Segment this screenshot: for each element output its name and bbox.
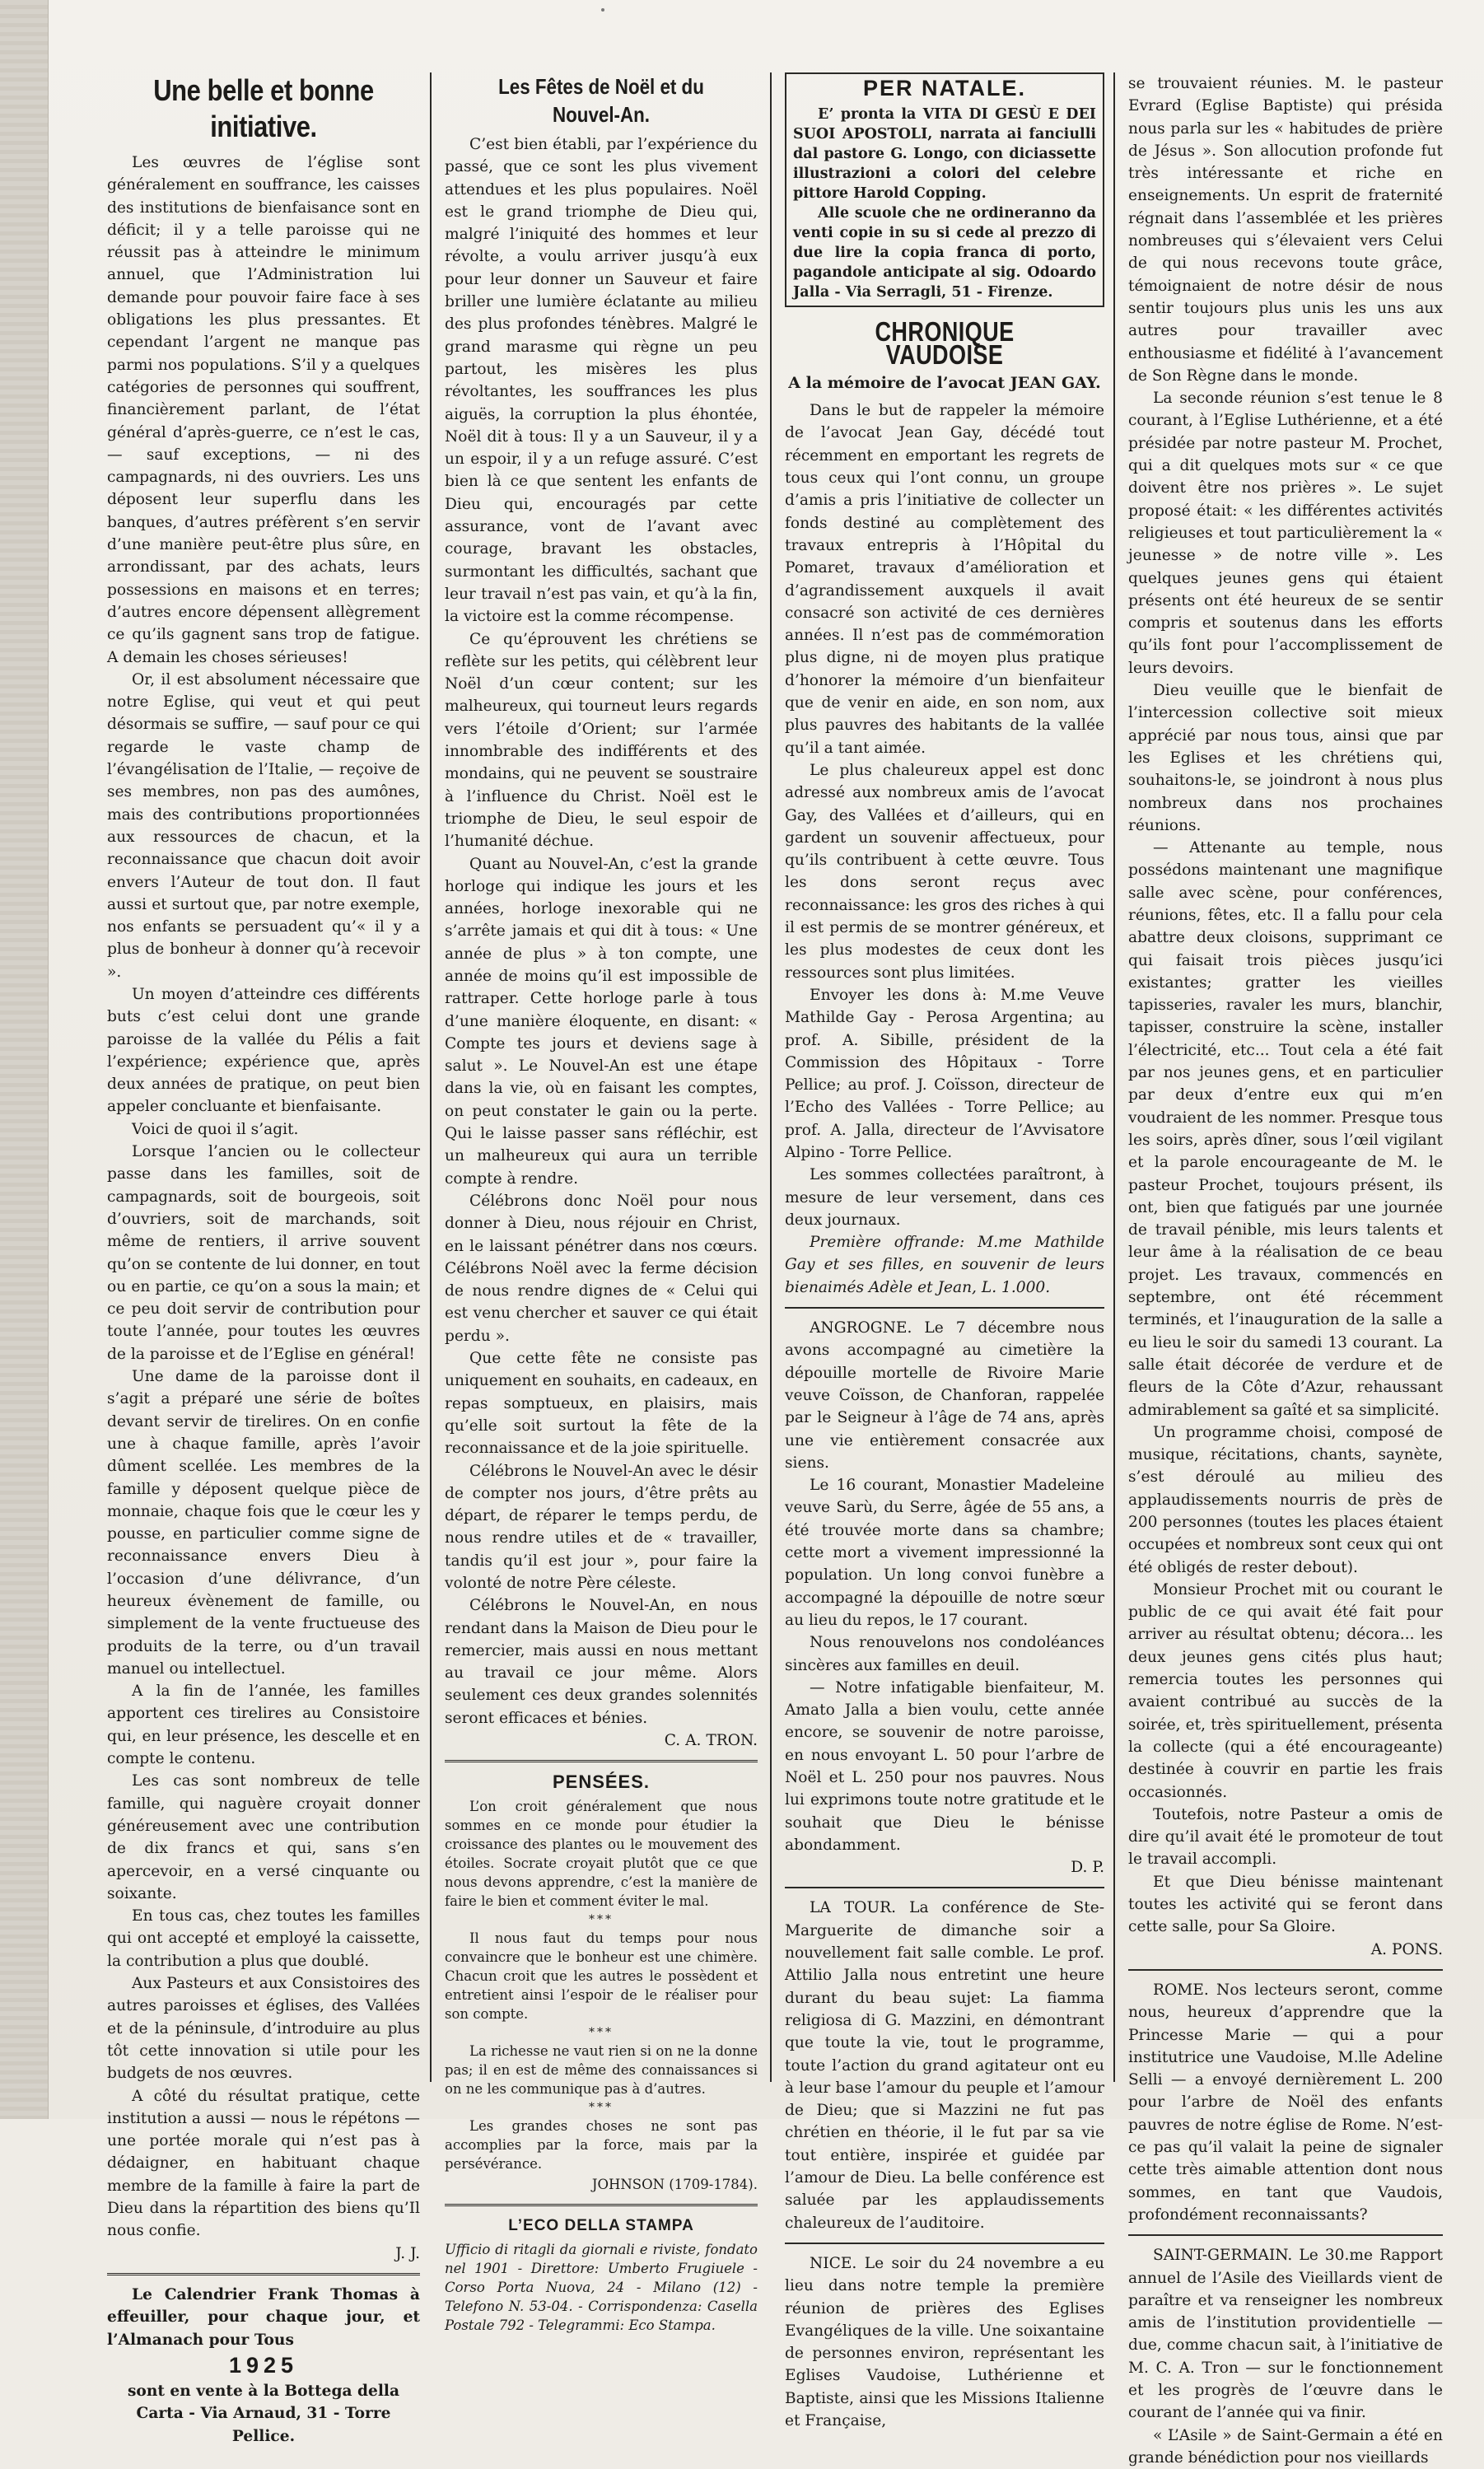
signature: J. J. — [395, 2244, 420, 2262]
column-4 — [1128, 72, 1443, 2467]
column-rule — [1113, 72, 1115, 2082]
advert-text: E’ pronta la VITA DI GESÙ E DEI SUOI APOSTOLI, narrata ai fanciulli dal pastore G. Longo, con diciassette illustrazioni a colori del celebre pittore Harold Copping. — [793, 106, 1096, 203]
divider — [785, 1307, 1104, 1309]
column-rule — [770, 72, 772, 2082]
section-title: CHRONIQUE VAUDOISE — [875, 316, 1015, 370]
column-1 — [107, 72, 420, 2445]
advert-text: sont en vente à la Bottega della Carta - Via Arnaud, 31 - Torre Pellice. — [127, 2383, 400, 2445]
divider — [1128, 2234, 1443, 2236]
divider — [785, 1887, 1104, 1888]
quote: L’on croit généralement que nous sommes en ce monde pour étudier la croissance des plantes ou le mouvement des étoiles. Socrate croyait plutôt que ce que nous devons apprendre, c’est la manière de faire le bien et comment éviter le mal. — [445, 1798, 758, 1909]
paragraph: C’est bien établi, par l’expérience du passé, que ce sont les plus vivement attendues et les plus populaires. Noël est le grand triomphe de Dieu qui, malgré l’iniquité des hommes et leur révolte, a voulu arriver jusqu’à eux pour leur donner un Sauveur et faire briller une lumière éclatante au milieu des plus profondes ténèbres. Malgré le grand marasme qui règne un peu partout, les misères les plus révoltantes, les souffrances les plus aiguës, la corruption la plus éhontée, Noël dit à tous: Il y a un Sauveur, il y a un espoir, il y a un refuge assuré. C’est bien là ce que sentent les enfants de Dieu qui, encouragés par cette assurance, vont de l’avant avec courage, bravant les obstacles, surmontant les difficultés, sachant que leur travail n’est pas vain, et qu’à la fin, la victoire est la comme récompense. — [445, 136, 758, 626]
page-binding-edge — [0, 0, 49, 2119]
column-rule — [430, 72, 432, 2082]
separator-stars: *** — [589, 2025, 614, 2039]
advert-year: 1925 — [228, 2352, 299, 2378]
paragraph: se trouvaient réunies. M. le pasteur Evrard (Eglise Baptiste) qui présida nous parla sur les « habitudes de prière de Jésus ». Son allocution profonde fut très intéressante et riche en enseignements. Un esprit de fraternité régnait dans l’assemblée et les prières nombreuses qui s’élevaient vers Celui de qui nous recevons toute grâce, témoignaient de notre désir de nous sentir toujours plus unis les uns aux autres pour travailler avec enthousiasme et fidélité à l’avancement de Son Règne dans le monde. — [1128, 75, 1443, 385]
paragraph: — Attenante au temple, nous possédons maintenant une magnifique salle avec scène, pour conférences, réunions, fêtes, etc. Il a fallu pour cela abattre deux cloisons, supprimant ce qui faisait trois pièces jusqu’ici existantes; gratter les vieilles tapisseries, ravaler les murs, blanchir, tapisser, construire la scène, installer l’électricité, etc... Tout cela a été fait par nos jeunes gens, et en particulier par deux d’entre eux qui m’en voudraient de les nommer. Presque tous les soirs, après dîner, sous l’œil vigilant et la parole encourageante de M. le pasteur Prochet, toujours présent, ils ont, bien que fatigués par une journée de travail pénible, mis leurs talents et leur âme à la réalisation de ce beau projet. Les travaux, commencés en septembre, ont été récemment terminés, et l’inauguration de la salle a eu lieu le soir du samedi 13 courant. La salle était décorée de verdure et de fleurs de la Côte d’Azur, rehaussant admirablement sa gaîté et sa simplicité. — [1128, 839, 1443, 1419]
paragraph: — Notre infatigable bienfaiteur, M. Amato Jalla a bien voulu, cette année encore, se souvenir de notre paroisse, en nous envoyant L. 50 pour l’arbre de Noël et L. 250 pour nos pauvres. Nous lui exprimons toute notre gratitude et le souhait que Dieu le bénisse abondamment. — [785, 1678, 1104, 1854]
signature: JOHNSON (1709-1784). — [591, 2176, 758, 2192]
column-2 — [445, 72, 758, 2334]
paragraph: Le 16 courant, Monastier Madeleine veuve Sarù, du Serre, âgée de 55 ans, a été trouvée morte dans sa chambre; cette mort a vivement impressionné la population. Un long convoi funèbre a accompagné la dépouille de notre sœur au lieu du repos, le 17 courant. — [785, 1477, 1104, 1629]
paragraph: ANGROGNE. Le 7 décembre nous avons accompagné au cimetière la dépouille mortelle de Rivoire Marie veuve Coïsson, de Chanforan, rappelée par le Seigneur à l’âge de 74 ans, après une vie entièrement consacrée aux siens. — [785, 1319, 1104, 1472]
paragraph: Un programme choisi, composé de musique, récitations, chants, saynète, s’est déroulé au milieu des applaudissements nourris de près de 200 personnes (toutes les places étaient occupées et nombreux sont ceux qui ont été obligés de rester debout). — [1128, 1423, 1443, 1576]
article-title: Une belle et bonne initiative. — [153, 73, 374, 143]
paragraph: Les cas sont nombreux de telle famille, qui naguère croyait donner généreusement avec une contribution de dix francs et qui, sans s’en apercevoir, en a versé cinquante ou soixante. — [107, 1772, 420, 1902]
quote: La richesse ne vaut rien si on ne la donne pas; il en est de même des connaissances si on ne les communique pas à d’autres. — [445, 2042, 758, 2097]
quote: Les grandes choses ne sont pas accomplies par la force, mais par la persévérance. — [445, 2117, 758, 2172]
advert-text: Alle scuole che ne ordineranno da venti copie in su si cede al prezzo di due lire la copia franca di porto, pagandole anticipate al sig. Odoardo Jalla - Via Serragli, 51 - Firenze. — [793, 205, 1096, 301]
paragraph: Aux Pasteurs et aux Consistoires des autres paroisses et églises, des Vallées et de la péninsule, d’introduire au plus tôt cette innovation si utile pour les budgets de nos œuvres. — [107, 1975, 420, 2083]
advert-text: Ufficio di ritagli da giornali e riviste, fondato nel 1901 - Direttore: Umberto Frugiuele - Corso Porta Nuova, 24 - Milano (12) - Telefono N. 53-04. - Corrispondenza: Casella Postale 792 - Telegrammi: Eco Stampa. — [445, 2242, 758, 2334]
paragraph: Première offrande: M.me Mathilde Gay et ses filles, en souvenir de leurs bienaimés Adèle et Jean, L. 1.000. — [785, 1234, 1104, 1296]
signature: D. P. — [1071, 1859, 1104, 1877]
paragraph: Voici de quoi il s’agit. — [132, 1120, 299, 1138]
paragraph: Envoyer les dons à: M.me Veuve Mathilde Gay - Perosa Argentina; au prof. A. Sibille, président de la Commission des Hôpitaux - Torre Pellice; au prof. J. Coïsson, directeur de l’Echo des Vallées - Torre Pellice; au prof. A. Jalla, directeur de l’Avvisatore Alpino - Torre Pellice. — [785, 986, 1104, 1161]
paragraph: Le plus chaleureux appel est donc adressé aux nombreux amis de l’avocat Gay, des Vallées et d’ailleurs, qui en gardent un souvenir affectueux, pour qu’ils contribuent à cette œuvre. Tous les dons seront reçus avec reconnaissance: les gros des riches à qui il est permis de se montrer généreux, et les plus modestes de ceux dont les ressources sont plus limitées. — [785, 761, 1104, 982]
advert-box — [785, 72, 1104, 307]
section-title: PENSÉES. — [552, 1771, 651, 1793]
article-title: Les Fêtes de Noël et du Nouvel-An. — [498, 74, 704, 127]
paragraph: Célébrons donc Noël pour nous donner à Dieu, nous réjouir en Christ, en le laissant pénétrer dans nos cœurs. Célébrons Noël avec la ferme décision de nous rendre dignes de « Celui qui est venu chercher et sauver ce qui était perdu ». — [445, 1192, 758, 1345]
quote: Il nous faut du temps pour nous convaincre que le bonheur est une chimère. Chacun croit que les autres le possèdent et entretient ainsi l’espoir de le réaliser pour son compte. — [445, 1930, 758, 2022]
paragraph: Dieu veuille que le bienfait de l’intercession collective soit mieux apprécié par nous tous, ainsi que par les Eglises et les chrétiens qui, souhaitons-le, se joindront à nous plus nombreux dans nos prochaines réunions. — [1128, 682, 1443, 834]
paragraph: A côté du résultat pratique, cette institution a aussi — nous le répétons — une portée morale qui n’est pas à dédaigner, en habituant chaque membre de la famille à faire la part de Dieu dans la répartition des biens qu’Il nous confie. — [107, 2087, 420, 2240]
advert-title: PER NATALE. — [862, 76, 1026, 100]
section-title: L’ECO DELLA STAMPA — [508, 2216, 694, 2234]
paragraph: Or, il est absolument nécessaire que notre Eglise, qui veut et qui peut désormais se suffire, — sauf pour ce qui regarde le vaste champ de l’évangélisation de l’Italie, — reçoive de ses membres, non pas des aumônes, mais des contributions proportionnées aux ressources de chacun, et la reconnaissance que chacun doit avoir envers l’Auteur de tout don. Il faut aussi et surtout que, par notre exemple, nos enfants se persuadent qu’« il y a plus de bonheur à donner qu’à recevoir ». — [107, 670, 420, 981]
paragraph: Et que Dieu bénisse maintenant toutes les activité qui se feront dans cette salle, pour Sa Gloire. — [1128, 1873, 1443, 1936]
paragraph: Monsieur Prochet mit ou courant le public de ce qui avait été fait pour arriver au résultat obtenu; décora... les deux jeunes gens cités plus haut; remercia toutes les personnes qui avaient contribué au succès de la soirée, et, très spirituellement, présenta la collecte (qui a été encourageante) destinée à couvrir en partie les frais occasionnés. — [1128, 1580, 1443, 1801]
divider — [445, 1760, 758, 1762]
page-speck — [601, 8, 604, 12]
advert-text: Le Calendrier Frank Thomas à effeuiller, pour chaque jour, et l’Almanach pour Tous — [107, 2285, 420, 2349]
signature: A. PONS. — [1370, 1940, 1443, 1958]
separator-stars: *** — [589, 1912, 614, 1926]
divider — [445, 2204, 758, 2206]
paragraph: SAINT-GERMAIN. Le 30.me Rapport annuel de l’Asile des Vieillards vient de paraître et va renseigner les nombreux amis de l’institution providentielle — due, comme chacun sait, à l’initiative de M. C. A. Tron — sur le fonctionnement et les progrès de l’œuvre dans le courant de l’année qui va finir. — [1128, 2247, 1443, 2422]
paragraph: En tous cas, chez toutes les familles qui ont accepté et employé la caissette, la contribution a plus que doublé. — [107, 1907, 420, 1970]
paragraph: A la fin de l’année, les familles apportent ces tirelires au Consistoire qui, en leur présence, les descelle et en compte le contenu. — [107, 1683, 420, 1768]
divider — [1128, 1969, 1443, 1971]
divider — [785, 2243, 1104, 2244]
separator-stars: *** — [589, 2100, 614, 2114]
paragraph: Ce qu’éprouvent les chrétiens se reflète sur les petits, qui célèbrent leur Noël d’un cœur content; sur les malheureux, qui tourneut leurs regards vers l’étoile d’Orient; sur l’armée innombrable des indifférents et des mondains, qui ne peuvent se soustraire à l’influence du Christ. Noël est le triomphe de Dieu, le seul espoir de l’humanité déchue. — [445, 630, 758, 851]
paragraph: Une dame de la paroisse dont il s’agit a préparé une série de boîtes devant servir de tirelires. On en confie une à chaque famille, après l’avoir dûment scellée. Les membres de la famille y déposent quelque pièce de monnaie, chaque fois que le cœur les y pousse, en particulier comme signe de reconnaissance envers Dieu à l’occasion d’une délivrance, d’un heureux évènement de famille, ou simplement de la vente fructueuse des produits de la terre, ou d’un travail manuel ou intellectuel. — [107, 1368, 420, 1678]
paragraph: Célébrons le Nouvel-An avec le désir de compter nos jours, d’être prêts au départ, de réparer le temps perdu, de nous rendre utiles et de « travailler, tandis qu’il est jour », pour faire la volonté de notre Père céleste. — [445, 1462, 758, 1592]
paragraph: Nous renouvelons nos condoléances sincères aux familles en deuil. — [785, 1634, 1104, 1674]
paragraph: Un moyen d’atteindre ces différents buts c’est celui dont une grande paroisse de la vallée du Pélis a fait l’expérience; expérience que, après deux années de pratique, on peut bien appeler concluante et bienfaisante. — [107, 985, 420, 1116]
paragraph: LA TOUR. La conférence de Ste-Marguerite de dimanche soir a nouvellement fait salle comble. Le prof. Attilio Jalla nous entretint une heure durant du beau sujet: La fiamma religiosa di G. Mazzini, en démontrant que toute la vie, tout le programme, toute l’action du grand agitateur ont eu à leur base l’amour du peuple et l’amour de Dieu; que si Mazzini ne fut pas chrétien en théorie, il le fut par sa vie tout entière, inspirée et guidée par l’amour de Dieu. La belle conférence est saluée par les applaudissements chaleureux de l’auditoire. — [785, 1899, 1104, 2232]
paragraph: Célébrons le Nouvel-An, en nous rendant dans la Maison de Dieu pour le remercier, mais aussi en nous mettant au travail ce jour même. Alors seulement ces deux grandes solennités seront efficaces et bénies. — [445, 1597, 758, 1727]
divider — [107, 2273, 420, 2275]
paragraph: NICE. Le soir du 24 novembre a eu lieu dans notre temple la première réunion de prières des Eglises Evangéliques de la ville. Une soixantaine de personnes environ, représentant les Eglises Vaudoise, Luthérienne et Baptiste, ainsi que les Missions Italienne et Française, — [785, 2254, 1104, 2430]
paragraph: Quant au Nouvel-An, c’est la grande horloge qui indique les jours et les années, horloge inexorable qui ne s’arrête jamais et qui dit à tous: « Une année de plus » à ton compte, une année de moins qu’il est impossible de rattraper. Cette horloge parle à tous d’une manière éloquente, en disant: « Compte tes jours et deviens sage à salut ». Le Nouvel-An est une étape dans la vie, où en faisant les comptes, on peut constater le gain ou la perte. Qui le laisse passer sans réfléchir, est un malheureux qui aura un terrible compte à rendre. — [445, 855, 758, 1188]
paragraph: ROME. Nos lecteurs seront, comme nous, heureux d’apprendre que la Princesse Marie — qui a pour institutrice une Vaudoise, M.lle Adeline Selli — a envoyé dernièrement L. 200 pour l’arbre de Noël des enfants pauvres de notre église de Rome. N’est-ce pas qu’il valait la peine de signaler cette très aimable attention dont nous sommes, en tant que Vaudois, profondément reconnaissants? — [1128, 1981, 1443, 2224]
paragraph: Les sommes collectées paraîtront, à mesure de leur versement, dans ces deux journaux. — [785, 1166, 1104, 1229]
paragraph: La seconde réunion s’est tenue le 8 courant, à l’Eglise Luthérienne, et a été présidée par notre pasteur M. Prochet, qui a dit quelques mots sur « ce que doivent être nos prières ». Le sujet proposé était: « les différentes activités religieuses et tout particulièrement la « jeunesse » de notre ville ». Les quelques jeunes gens qui étaient présents ont été heureux de se sentir compris et soutenus dans les efforts qu’ils font pour l’accomplissement de leurs devoirs. — [1128, 390, 1443, 677]
paragraph: Dans le but de rappeler la mémoire de l’avocat Jean Gay, décédé tout récemment en emportant les regrets de tous ceux qui l’ont connu, un groupe d’amis a pris l’initiative de collecter un fonds destiné au complètement des travaux entrepris à l’Hôpital du Pomaret, travaux d’amélioration et d’agrandissement auxquels il avait consacré son activité de ces dernières années. Il n’est pas de commémoration plus digne, ni de moyen plus pratique d’honorer la mémoire d’un bienfaiteur que de venir en aide, en son nom, aux plus pauvres des habitants de la vallée qu’il a tant aimée. — [785, 402, 1104, 757]
signature: C. A. TRON. — [664, 1732, 758, 1750]
paragraph: « L’Asile » de Saint-Germain a été en grande bénédiction pour nos vieillards — [1128, 2426, 1443, 2467]
paragraph: Les œuvres de l’église sont généralement en souffrance, les caisses des institutions de bienfaisance sont en déficit; il y a telle paroisse qui ne réussit pas à atteindre le minimum annuel, que l’Administration lui demande pour pouvoir faire face à ses obligations les plus pressantes. Et cependant l’argent ne manque pas parmi nos populations. S’il y a quelques catégories de personnes qui souffrent, financièrement parlant, de l’état général d’après-guerre, ce n’est le cas, — sauf exceptions, — ni des campagnards, ni des ouvriers. Les uns déposent leur superflu dans les banques, d’autres préfèrent s’en servir d’une manière peut-être plus sûre, en arrondissant, par des achats, leurs possessions en maisons et en terres; d’autres encore dépensent allègrement ce qu’ils gagnent sans trop de fatigue. A demain les choses sérieuses! — [107, 154, 420, 666]
paragraph: Toutefois, notre Pasteur a omis de dire qu’il avait été le promoteur de tout le travail accompli. — [1128, 1805, 1443, 1869]
paragraph: Que cette fête ne consiste pas uniquement en souhaits, en cadeaux, en repas somptueux, en plaisirs, mais qu’elle soit surtout la fête de la reconnaissance et de la joie spirituelle. — [445, 1350, 758, 1458]
column-3 — [785, 72, 1104, 2430]
article-subtitle: A la mémoire de l’avocat JEAN GAY. — [788, 373, 1101, 392]
paragraph: Lorsque l’ancien ou le collecteur passe dans les familles, soit de campagnards, soit de bourgeois, soit d’ouvriers, soit de marchands, soit même de rentiers, il arrive souvent qu’on se contente de lui donner, en tout ou en partie, ce qu’on a sous la main; et ce peu doit servir de contribution pour toute l’année, pour toutes les œuvres de la paroisse et de l’Eglise en général! — [107, 1143, 420, 1363]
